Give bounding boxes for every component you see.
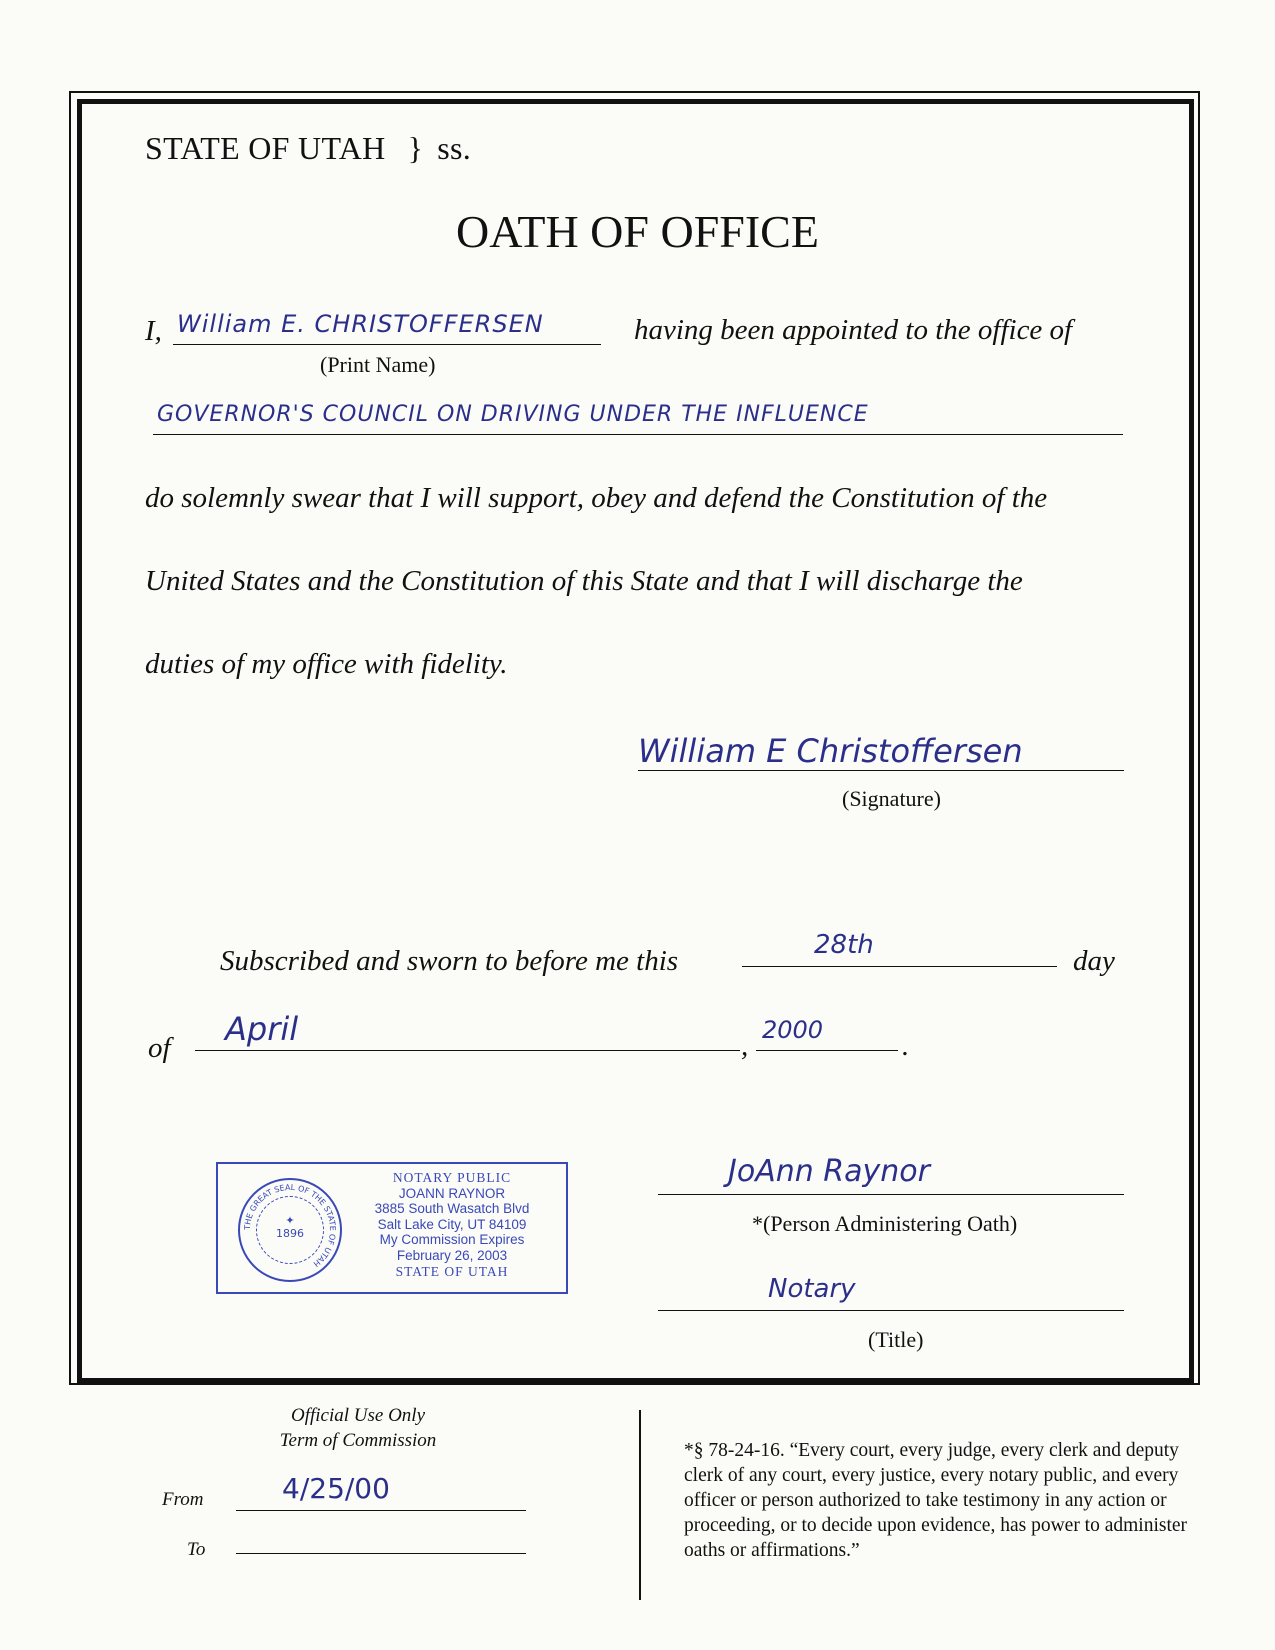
- from-field[interactable]: [236, 1470, 526, 1511]
- seal-ring-text: [240, 1180, 340, 1280]
- stamp-line-expires: My Commission Expires: [379, 1232, 525, 1248]
- state-seal: [238, 1178, 342, 1282]
- document-title: OATH OF OFFICE: [456, 206, 819, 257]
- office-value: GOVERNOR'S COUNCIL ON DRIVING UNDER THE INFLUENCE: [157, 402, 869, 427]
- venue-state: STATE OF UTAH: [145, 130, 386, 166]
- seal-year: 1896: [276, 1227, 304, 1240]
- seal-ring-label: THE GREAT SEAL OF THE STATE OF UTAH: [242, 1182, 338, 1269]
- term-of-commission-line: Term of Commission: [279, 1430, 437, 1451]
- signature-field[interactable]: [638, 728, 1124, 771]
- day-value: 28th: [814, 930, 874, 960]
- oath-line-1: do solemnly swear that I will support, obey and defend the Constitution of the: [145, 482, 1048, 514]
- pronoun: I,: [145, 315, 162, 347]
- month-value: April: [225, 1010, 299, 1048]
- of-label: of: [148, 1032, 171, 1064]
- administering-signature-value: JoAnn Raynor: [728, 1154, 930, 1189]
- day-field[interactable]: [742, 930, 1057, 967]
- day-label: day: [1073, 945, 1115, 977]
- stamp-line-title: NOTARY PUBLIC: [392, 1170, 512, 1185]
- divider-line: [639, 1410, 641, 1600]
- svg-text:THE GREAT SEAL OF THE STATE OF: [243, 1183, 337, 1269]
- oath-line-2: United States and the Constitution of this State and that I will discharge the: [145, 565, 1023, 597]
- year-field[interactable]: [756, 1014, 898, 1051]
- period: .: [902, 1030, 910, 1062]
- from-value: 4/25/00: [282, 1472, 390, 1505]
- stamp-line-street: 3885 South Wasatch Blvd: [374, 1201, 530, 1217]
- official-use-heading: [258, 1403, 458, 1453]
- venue-heading: [145, 130, 471, 167]
- venue-brace: }: [407, 130, 424, 166]
- print-name-field[interactable]: [173, 308, 601, 345]
- month-field[interactable]: [195, 1010, 740, 1051]
- stamp-text: [346, 1170, 558, 1279]
- to-field[interactable]: [236, 1535, 526, 1554]
- print-name-caption: (Print Name): [320, 352, 436, 377]
- title-value: Notary: [768, 1274, 856, 1304]
- title-field[interactable]: [658, 1272, 1124, 1311]
- office-field[interactable]: [153, 400, 1123, 435]
- signature-value: William E Christoffersen: [638, 732, 1023, 770]
- venue-ss: ss.: [437, 130, 472, 166]
- administering-caption: *(Person Administering Oath): [752, 1211, 1018, 1236]
- stamp-line-city: Salt Lake City, UT 84109: [377, 1216, 527, 1232]
- stamp-line-name: JOANN RAYNOR: [398, 1185, 506, 1201]
- seal-emblem-icon: ✦ 1896: [276, 1214, 304, 1240]
- appointed-text: having been appointed to the office of: [634, 314, 1073, 346]
- official-use-line: Official Use Only: [290, 1405, 426, 1426]
- notary-stamp: [216, 1162, 568, 1294]
- to-label: To: [187, 1539, 206, 1560]
- title-caption: (Title): [868, 1327, 924, 1352]
- statute-text: *§ 78-24-16. “Every court, every judge, every clerk and deputy clerk of any court, every justice, every notary public, and every officer or person authorized to take testimony in any action or proceeding, or to decide upon evidence, has power to administer oaths or affirmations.”: [684, 1440, 1188, 1561]
- administering-signature-field[interactable]: [658, 1152, 1124, 1195]
- from-label: From: [162, 1489, 204, 1510]
- stamp-line-date: February 26, 2003: [396, 1247, 508, 1263]
- year-value: 2000: [762, 1016, 824, 1044]
- oath-line-3: duties of my office with fidelity.: [145, 648, 508, 680]
- print-name-value: William E. CHRISTOFFERSEN: [177, 310, 544, 338]
- comma: ,: [741, 1030, 749, 1062]
- stamp-line-state: STATE OF UTAH: [395, 1263, 509, 1279]
- signature-caption: (Signature): [842, 786, 941, 811]
- subscribed-text: Subscribed and sworn to before me this: [220, 945, 679, 977]
